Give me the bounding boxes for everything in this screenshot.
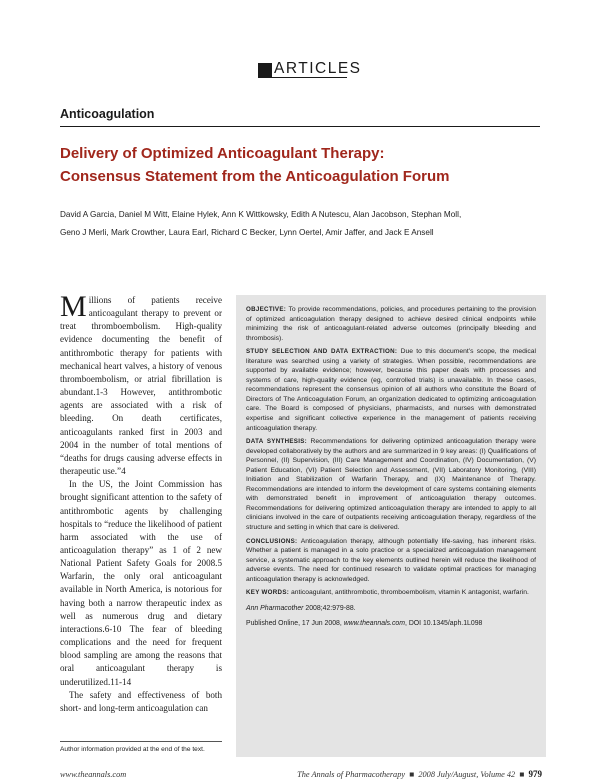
author-list-line-2: Geno J Merli, Mark Crowther, Laura Earl, Richard C Becker, Lynn Oertel, Amir Jaffer, and Jack E Ansell — [60, 228, 434, 237]
published-link[interactable]: www.theannals.com — [343, 620, 405, 628]
footer-separator-1: ■ — [409, 770, 415, 779]
drop-cap: M — [60, 290, 87, 323]
articles-header-bar — [258, 63, 272, 78]
category-label: Anticoagulation — [60, 107, 155, 121]
body-paragraph-1 — [60, 290, 222, 478]
category-divider — [60, 126, 540, 127]
abstract-selection — [246, 347, 536, 433]
body-text-column — [60, 290, 222, 715]
articles-header-label: ARTICLES — [274, 60, 362, 77]
abstract-keywords-label: KEY WORDS: — [246, 589, 290, 597]
citation-journal: Ann Pharmacother — [246, 604, 304, 612]
abstract-objective-text: To provide recommendations, policies, and procedures pertaining to the provision of optimized anticoagulation therapy designed to achieve desired clinical endpoints while minimizing the risk of anticoagulant-related adverse outcomes (principally bleeding and thrombosis). — [246, 306, 536, 342]
footer-separator-2: ■ — [519, 770, 525, 779]
abstract-objective — [246, 305, 536, 343]
abstract-synthesis — [246, 437, 536, 532]
abstract-selection-label: STUDY SELECTION AND DATA EXTRACTION: — [246, 348, 398, 356]
body-paragraph-1-text: illions of patients receive anticoagulant therapy to prevent or treat thromboembolism. High-quality evidence documenting the benefit of antithrombotic therapy for patients with mechanical heart valves, a history of venous thromboembolism, or atrial fibrillation is abundant.1-3 However, antithrombotic agents are associated with a risk of bleeding. On death certificates, anticoagulants ranked first in 2003 and 2004 in the number of total mentions of “deaths for drugs causing adverse effects in therapeutic use.”4 — [60, 295, 222, 477]
published-prefix: Published Online, 17 Jun 2008, — [246, 620, 342, 628]
article-title-line-2: Consensus Statement from the Anticoagulation Forum — [60, 168, 450, 185]
footer-issue: 2008 July/August, Volume 42 — [418, 770, 516, 779]
abstract-published — [246, 619, 536, 629]
footer-journal-name: The Annals of Pharmacotherapy — [297, 770, 406, 779]
citation-reference: 2008;42:979-88. — [305, 604, 356, 612]
footer-page-number: 979 — [528, 769, 542, 779]
abstract-objective-label: OBJECTIVE: — [246, 306, 287, 313]
article-title — [60, 142, 540, 188]
abstract-conclusions — [246, 537, 536, 585]
author-list-line-1: David A Garcia, Daniel M Witt, Elaine Hylek, Ann K Wittkowsky, Edith A Nutescu, Alan Jacobson, Stephan Moll, — [60, 210, 462, 219]
footnote-divider — [60, 741, 222, 742]
abstract-synthesis-text: Recommendations for delivering optimized anticoagulation therapy were developed collaboratively by the authors and are summarized in 9 key areas: (I) Qualifications of Personnel, (II) Supervision, (III) Care Management and Coordination, (IV) Documentation, (V) Patient Education, (VI) Patient Selection and Assessment, (VII) Laboratory Monitoring, (VIII) Initiation and Stabilization of Warfarin Therapy, and (IX) Maintenance of Therapy. Recommendations are intended to inform the development of care systems containing elements with demonstrated benefit in improvement of anticoagulation therapy outcomes. Recommendations for delivering optimized anticoagulation therapy are intended to apply to all clinicians involved in the care of outpatients receiving anticoagulation therapy, regardless of the structure and setting in which that care is delivered. — [246, 438, 536, 532]
article-title-line-1: Delivery of Optimized Anticoagulant Therapy: — [60, 145, 385, 162]
abstract-keywords — [246, 588, 536, 598]
abstract-synthesis-label: DATA SYNTHESIS: — [246, 438, 308, 446]
abstract-keywords-text: anticoagulant, antithrombotic, thromboembolism, vitamin K antagonist, warfarin. — [291, 589, 529, 597]
footer-journal-info — [297, 769, 542, 779]
footer-url[interactable]: www.theannals.com — [60, 770, 127, 779]
abstract-selection-text: Due to this document’s scope, the medical literature was searched using a variety of strategies. When possible, recommendations are supported by available evidence; however, because this paper deals with processes and systems of care, high-quality evidence (eg, controlled trials) is unavailable. In these cases, recommendations represent the consensus opinion of all authors who constitute the Board of Directors of The Anticoagulation Forum, an organization dedicated to optimizing anticoagulation care. The Board is composed of physicians, pharmacists, and nurses with demonstrated expertise and significant collective experience in the management of patients receiving anticoagulation therapy. — [246, 348, 536, 432]
abstract — [246, 305, 536, 633]
abstract-conclusions-label: CONCLUSIONS: — [246, 537, 298, 545]
abstract-citation — [246, 604, 536, 614]
body-paragraph-2: In the US, the Joint Commission has brought significant attention to the safety of antithrombotic agents by challenging hospitals to “reduce the likelihood of patient harm associated with the use of anticoagulation therapy” as 1 of 2 new National Patient Safety Goals for 2008.5 Warfarin, the only oral anticoagulant available in North America, is notorious for having both a narrow therapeutic index as well as numerous drug and dietary interactions.6-10 The fear of bleeding complications and the need for frequent blood sampling are among the reasons that oral anticoagulant therapy is underutilized.11-14 — [60, 479, 222, 687]
footnote: Author information provided at the end of the text. — [60, 746, 205, 753]
body-paragraph-3: The safety and effectiveness of both short- and long-term anticoagulation can — [60, 689, 222, 713]
author-list — [60, 206, 544, 242]
abstract-conclusions-text: Anticoagulation therapy, although potentially life-saving, has inherent risks. Whether a patient is managed in a solo practice or a specialized anticoagulation management service, a systematic approach to the key elements outlined herein will reduce the likelihood of adverse events. The need for continued research to validate optimal practices for managing anticoagulation therapy is acknowledged. — [246, 537, 536, 583]
published-doi: , DOI 10.1345/aph.1L098 — [404, 620, 483, 628]
